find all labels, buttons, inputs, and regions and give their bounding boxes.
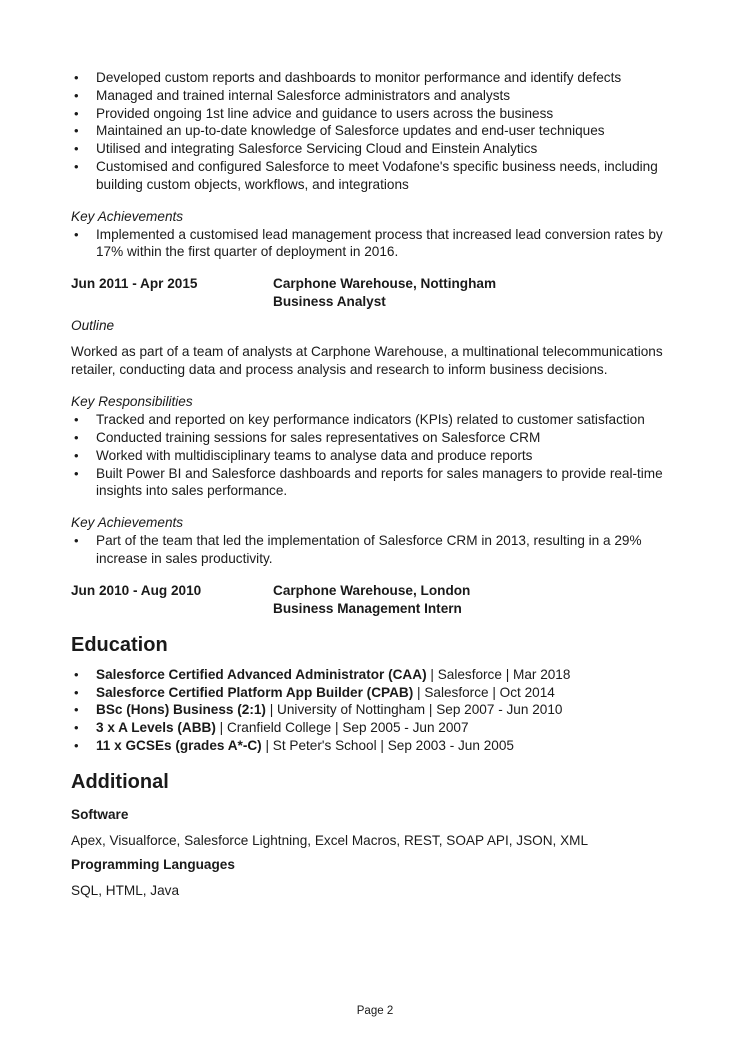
job2-achievements-list	[71, 532, 683, 568]
list-item: • Developed custom reports and dashboards to monitor performance and identify defects	[71, 69, 683, 87]
programming-languages-heading: Programming Languages	[71, 856, 235, 872]
education-detail: | Cranfield College | Sep 2005 - Jun 2007	[215, 720, 469, 736]
job2-company: Carphone Warehouse, Nottingham	[273, 276, 497, 292]
list-item: • Built Power BI and Salesforce dashboards and reports for sales managers to provide real-time insights into sales performance.	[71, 465, 683, 501]
job3-title: Business Management Intern	[273, 600, 462, 616]
list-item: • Implemented a customised lead management process that increased lead conversion rates by 17% within the first quarter of deployment in 2016.	[71, 226, 683, 262]
software-list: Apex, Visualforce, Salesforce Lightning, Excel Macros, REST, SOAP API, JSON, XML	[71, 832, 589, 848]
list-item: • Tracked and reported on key performance indicators (KPIs) related to customer satisfaction	[71, 411, 683, 429]
job3-company: Carphone Warehouse, London	[273, 582, 471, 598]
resume-page	[71, 69, 683, 900]
job2-responsibilities-heading: Key Responsibilities	[71, 394, 193, 410]
education-name: 3 x A Levels (ABB)	[96, 720, 216, 736]
education-name: BSc (Hons) Business (2:1)	[96, 702, 266, 718]
job2-responsibilities-list	[71, 411, 683, 500]
list-item: • Provided ongoing 1st line advice and guidance to users across the business	[71, 105, 683, 123]
software-heading: Software	[71, 806, 129, 822]
additional-heading: Additional	[71, 770, 169, 793]
job2-title: Business Analyst	[273, 294, 386, 310]
list-item: • Conducted training sessions for sales representatives on Salesforce CRM	[71, 429, 683, 447]
job2-outline-heading: Outline	[71, 318, 115, 334]
job3-dates: Jun 2010 - Aug 2010	[71, 582, 202, 598]
education-name: Salesforce Certified Advanced Administrator (CAA)	[96, 666, 427, 682]
list-item: • Worked with multidisciplinary teams to analyse data and produce reports	[71, 447, 683, 465]
list-item: • Managed and trained internal Salesforce administrators and analysts	[71, 87, 683, 105]
job2-achievements-heading: Key Achievements	[71, 515, 184, 531]
programming-languages-list: SQL, HTML, Java	[71, 882, 180, 898]
education-list	[71, 666, 683, 755]
education-detail: | University of Nottingham | Sep 2007 - Jun 2010	[265, 702, 563, 718]
job1-responsibilities-list	[71, 69, 683, 194]
list-item	[71, 701, 683, 719]
education-detail: | Salesforce | Mar 2018	[426, 666, 571, 682]
list-item	[71, 737, 683, 755]
job2-dates: Jun 2011 - Apr 2015	[71, 276, 198, 292]
job2-header	[71, 275, 683, 311]
education-detail: | St Peter's School | Sep 2003 - Jun 2005	[261, 737, 514, 753]
list-item	[71, 666, 683, 684]
list-item: • Customised and configured Salesforce to meet Vodafone's specific business needs, including building custom objects, workflows, and integrations	[71, 158, 683, 194]
education-heading: Education	[71, 633, 168, 656]
education-detail: | Salesforce | Oct 2014	[413, 684, 555, 700]
job3-header	[71, 582, 683, 618]
job1-achievements-heading: Key Achievements	[71, 208, 184, 224]
list-item: • Utilised and integrating Salesforce Servicing Cloud and Einstein Analytics	[71, 140, 683, 158]
page-number: Page 2	[356, 1005, 394, 1017]
job1-achievements-list	[71, 226, 683, 262]
list-item: • Part of the team that led the implementation of Salesforce CRM in 2013, resulting in a 29% increase in sales productivity.	[71, 532, 683, 568]
education-name: 11 x GCSEs (grades A*-C)	[96, 737, 262, 753]
job2-outline-text: Worked as part of a team of analysts at Carphone Warehouse, a multinational telecommunications retailer, conducting data and process analysis and research to inform business decisions.	[71, 344, 663, 378]
list-item	[71, 684, 683, 702]
education-name: Salesforce Certified Platform App Builder (CPAB)	[96, 684, 414, 700]
list-item	[71, 719, 683, 737]
list-item: • Maintained an up-to-date knowledge of Salesforce updates and end-user techniques	[71, 122, 683, 140]
